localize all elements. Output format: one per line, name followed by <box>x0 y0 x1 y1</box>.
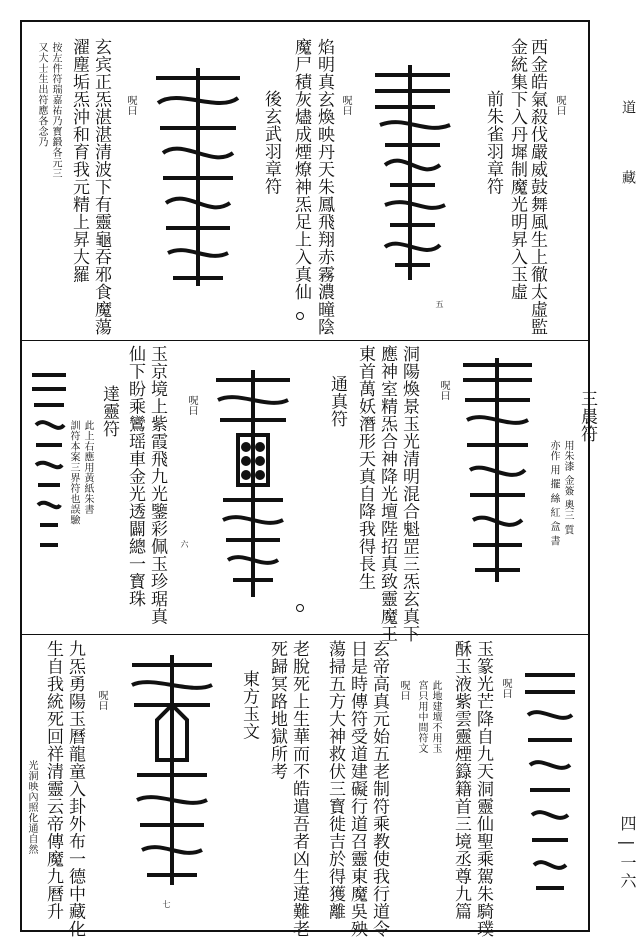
footnote: 七 <box>162 900 171 909</box>
talisman-glyph <box>455 350 540 590</box>
text-column: 呪曰 <box>96 690 107 711</box>
text-column: 達靈符 <box>99 385 119 438</box>
book-title-top: 道 <box>620 100 636 114</box>
text-column: 老脫死上生華而不皓遣吾者凶生違難老 <box>289 640 309 938</box>
text-column: 訓符本案三界符也誤驗 <box>68 420 79 525</box>
binding-hole <box>296 604 304 612</box>
text-column: 又大士生出符應各念乃 <box>36 42 47 147</box>
text-column: 呪曰 <box>186 395 197 416</box>
text-column: 呪曰 <box>438 380 449 401</box>
footnote: 六 <box>180 540 189 549</box>
text-column: 東首萬妖潛形天真自降我得長生 <box>355 345 375 590</box>
text-column: 前朱雀羽章符 <box>483 90 503 195</box>
text-column: 宮只用中間符文 <box>416 680 427 754</box>
panel-divider <box>22 634 588 635</box>
text-column: 後玄武羽章符 <box>261 90 281 195</box>
talisman-glyph <box>148 58 248 293</box>
text-column: 按左件符瑞嘉祐乃寳鍛各元三 <box>50 42 61 179</box>
text-column: 此上右應用黃紙朱書 <box>82 420 93 515</box>
text-column: 九炁勇陽玉曆龍童入卦外布一德中藏化 <box>65 640 85 938</box>
text-column: 呪曰 <box>398 680 409 701</box>
talisman-glyph <box>122 650 222 890</box>
panel-divider <box>22 340 588 341</box>
book-title-bottom: 藏 <box>620 170 636 184</box>
text-column: 呪曰 <box>500 678 511 699</box>
text-column: 此地建壇不用玉 <box>430 680 441 754</box>
text-column: 濯塵垢炁沖和育我元精上昇大羅 <box>69 38 89 283</box>
text-column: 玄宾正炁湛湛清波下有靈龜吞邪食魔蕩 <box>91 38 111 336</box>
text-column: 用朱漆 金簽 奧三 質 <box>562 440 573 536</box>
text-column: 呪曰 <box>340 95 351 116</box>
text-column: 玉篆光芒降自九天洞靈仙聖乘駕朱騎璞 <box>473 640 493 938</box>
text-column: 魔尸積灰燼成煙燎神炁足上入真仙 <box>291 38 311 301</box>
text-column: 呪曰 <box>125 95 136 116</box>
text-column: 日是時傳符受道建礙行道召靈東魔吳殃 <box>347 640 367 938</box>
text-column: 光洞映內照化通自然 <box>26 760 37 855</box>
page-number: 四 | 一六 <box>618 815 637 891</box>
text-column: 仙下盼乘鸞瑶車金光透闢總一寳珠 <box>125 345 145 608</box>
text-column: 金統集下入丹墀制魔光明昇入玉虛 <box>507 38 527 301</box>
talisman-glyph <box>520 660 580 900</box>
text-column: 亦作 用 擺 絲 紅 盒 書 <box>548 440 559 547</box>
text-column: 應神室精炁合神降光壇陛招真致靈魔王 <box>377 345 397 643</box>
text-column: 酥玉液紫雲靈煙籙籍首三境丞尊九篇 <box>451 640 471 920</box>
text-column: 生自我統死回祥清靈云帝傳魔九曆升 <box>43 640 63 920</box>
text-column: 玉京境上紫霞飛九光鑒彩佩玉珍琚真 <box>147 345 167 625</box>
text-column: 東方玉文 <box>239 670 259 740</box>
text-column: 焰明真玄煥映丹天朱鳳飛翔赤霧濃曈陰 <box>314 38 334 336</box>
footnote: 五 <box>435 300 444 309</box>
talisman-glyph <box>208 365 298 605</box>
text-column: 死歸冥路地獄所考 <box>267 640 287 780</box>
text-column: 洞陽煥景玉光清明混合魁罡三炁玄真下 <box>399 345 419 643</box>
text-column: 蕩掃五方大神救伏三寳徙吉於得獲離 <box>325 640 345 920</box>
text-column: 通真符 <box>327 375 347 428</box>
binding-hole <box>296 312 304 320</box>
text-column: 呪曰 <box>554 95 565 116</box>
text-column: 玄帝高真元始五老制符乘教使我行道令 <box>369 640 389 938</box>
talisman-glyph <box>28 365 70 565</box>
text-column: 三晨符 <box>577 390 597 443</box>
talisman-glyph <box>365 55 460 290</box>
text-column: 西金皓氣殺伐嚴威鼓舞風生上徹太虛監 <box>527 38 547 336</box>
